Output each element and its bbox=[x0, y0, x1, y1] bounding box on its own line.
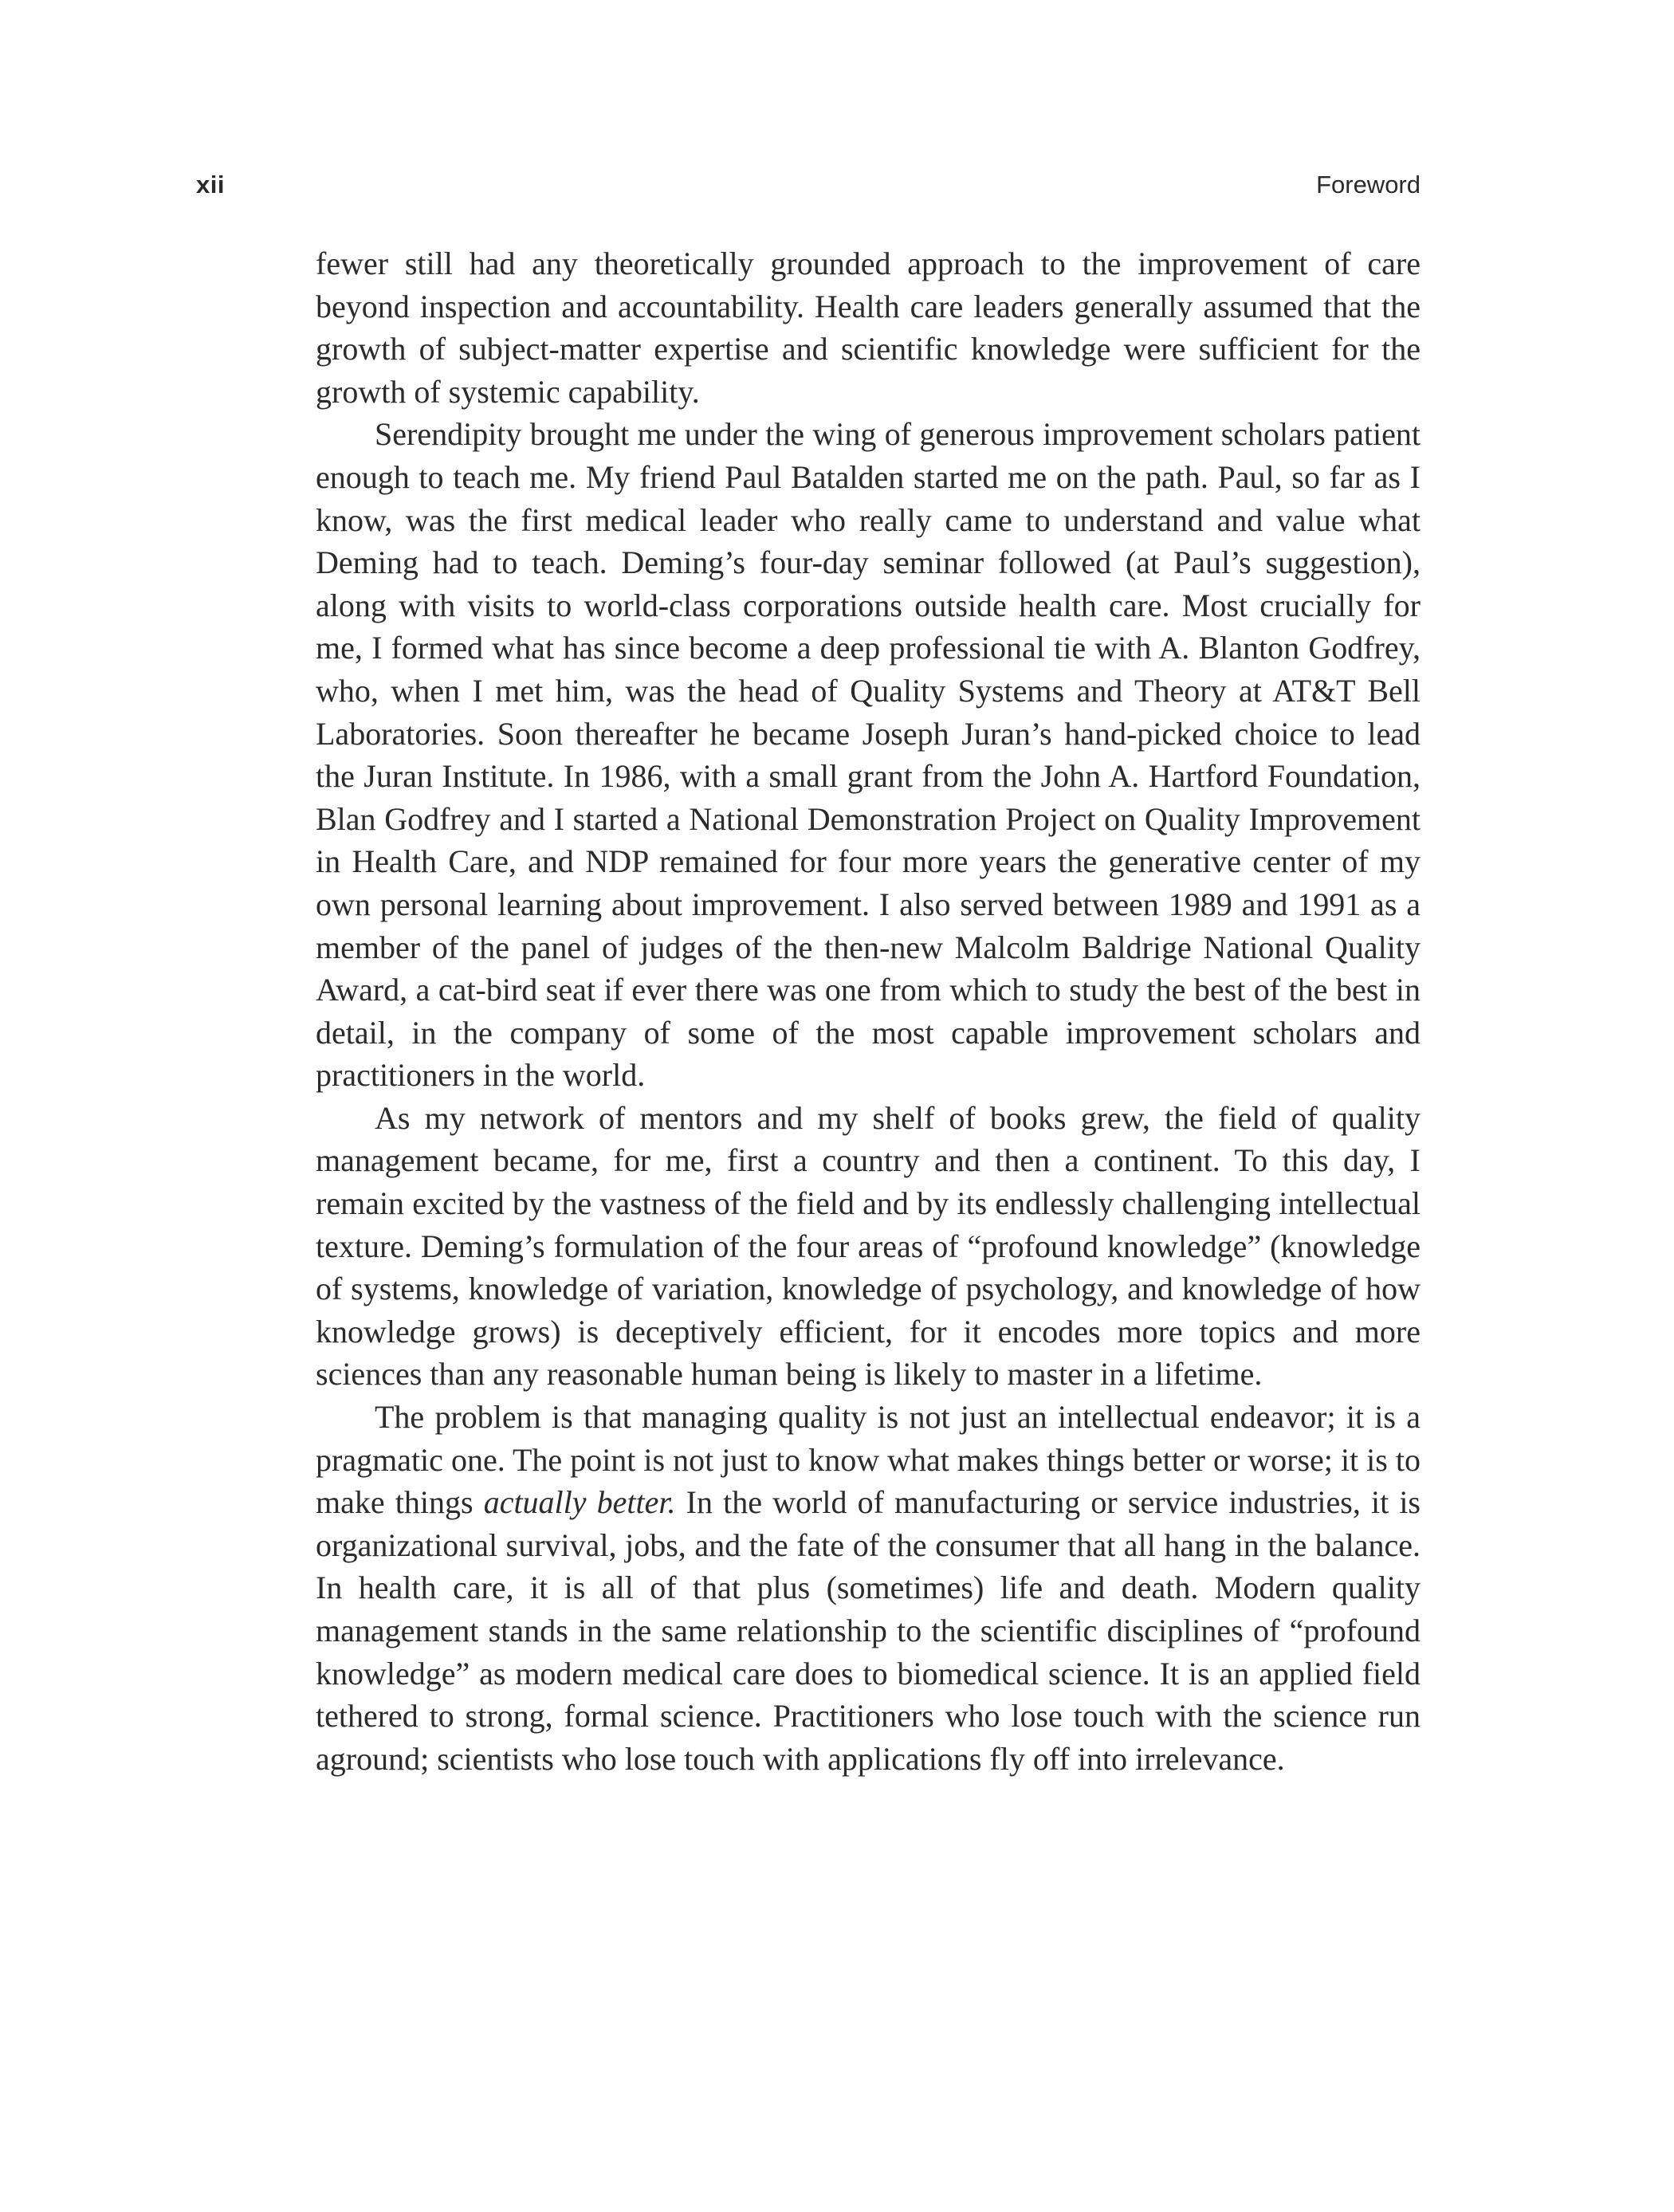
running-head: Foreword bbox=[1316, 171, 1421, 198]
paragraph-4-text-after: In the world of manufacturing or service industries, it is organizational survival, jobs, and the fate of the consumer that all hang in the balance. In health care, it is all of that plus (sometimes) life and death. Modern quality management stands in the same relationship to the scientific disciplines of “profound knowledge” as modern medical care does to biomedical science. It is an applied field tethered to strong, formal science. Practitioners who lose touch with the science run aground; scientists who lose touch with applications fly off into irrelevance. bbox=[316, 1484, 1421, 1777]
paragraph-1: fewer still had any theoretically grounded approach to the improvement of care beyond inspection and accountability. Health care leaders generally assumed that the growth of subject-matter expertise and scientific knowledge were sufficient for the growth of systemic capability. bbox=[316, 246, 1421, 410]
paragraph-4-emphasis: actually better. bbox=[483, 1484, 676, 1521]
paragraph-3: As my network of mentors and my shelf of books grew, the field of quality management became, for me, first a country and then a continent. To this day, I remain excited by the vastness of the field and by its endlessly challenging intellectual texture. Deming’s formulation of the four areas of “profound knowledge” (knowledge of systems, knowledge of variation, knowledge of psychology, and knowledge of how knowledge grows) is deceptively efficient, for it encodes more topics and more sciences than any reasonable human being is likely to master in a lifetime. bbox=[316, 1099, 1421, 1393]
body-text bbox=[316, 242, 1421, 1780]
paragraph-4 bbox=[316, 1396, 1421, 1780]
page-number: xii bbox=[196, 171, 225, 198]
paragraph-2: Serendipity brought me under the wing of generous improvement scholars patient enough to teach me. My friend Paul Batalden started me on the path. Paul, so far as I know, was the first medical leader who really came to understand and value what Deming had to teach. Deming’s four-day seminar followed (at Paul’s suggestion), along with visits to world-class corporations outside health care. Most crucially for me, I formed what has since become a deep professional tie with A. Blanton Godfrey, who, when I met him, was the head of Quality Systems and Theory at AT&T Bell Laboratories. Soon thereafter he became Joseph Juran’s hand-picked choice to lead the Juran Institute. In 1986, with a small grant from the John A. Hartford Foundation, Blan Godfrey and I started a National Demonstration Project on Quality Improvement in Health Care, and NDP remained for four more years the generative center of my own personal learning about improvement. I also served between 1989 and 1991 as a member of the panel of judges of the then-new Malcolm Baldrige National Quality Award, a cat-bird seat if ever there was one from which to study the best of the best in detail, in the company of some of the most capable improvement scholars and practitioners in the world. bbox=[316, 416, 1421, 1094]
page-header bbox=[196, 171, 1421, 210]
paragraph-4-text-before: The problem is that managing quality is not just an intellectual endeavor; it is a pragmatic one. The point is not just to know what makes things better or worse; it is to make things bbox=[316, 1399, 1421, 1521]
